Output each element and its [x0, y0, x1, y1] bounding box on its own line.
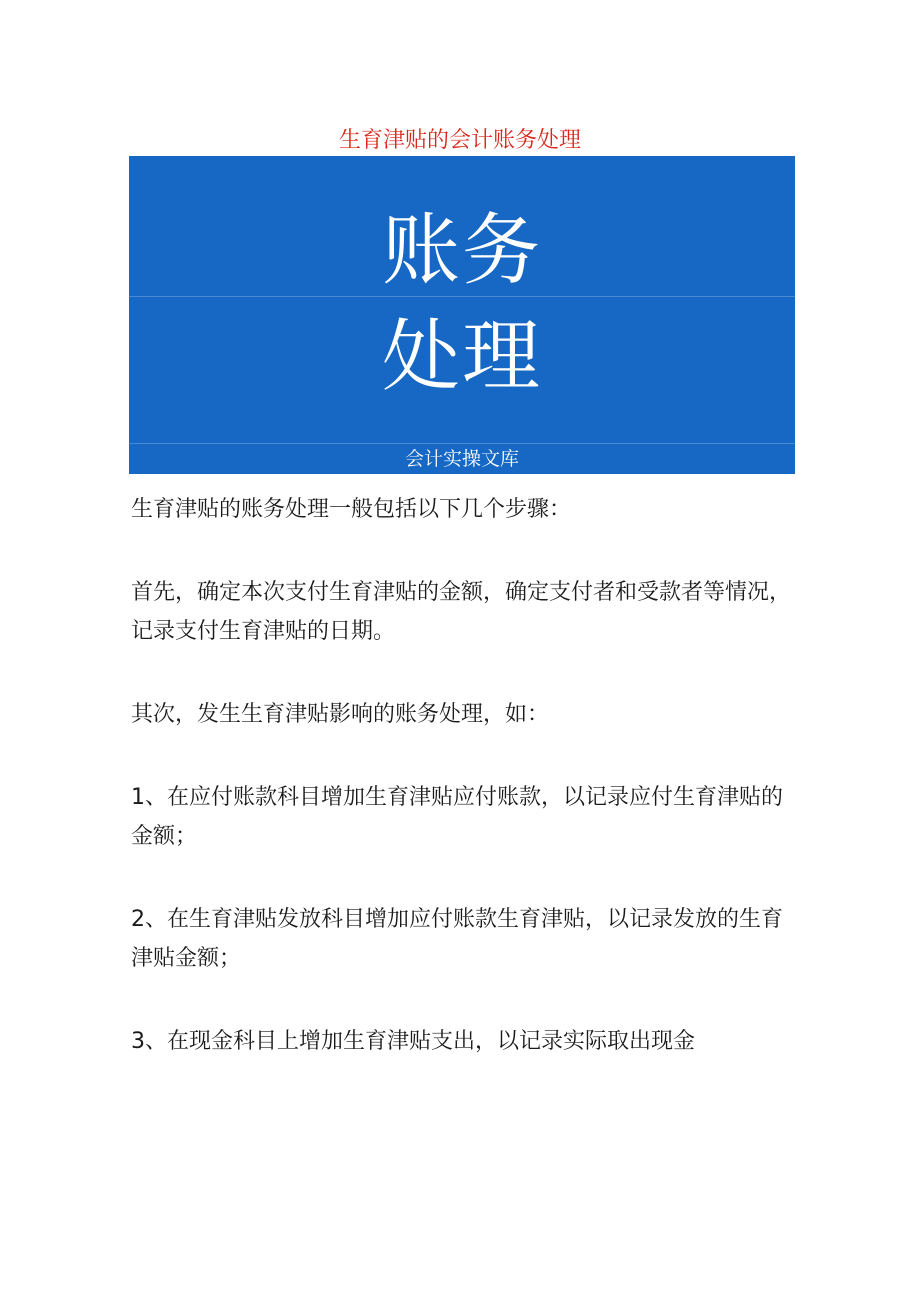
paragraph-intro: 生育津贴的账务处理一般包括以下几个步骤：: [131, 497, 572, 522]
banner-heading-line1: 账务: [381, 206, 542, 296]
banner-divider-bottom: [129, 443, 795, 444]
list-item-2: 2、在生育津贴发放科目增加应付账款生育津贴，以记录发放的生育津贴金额；: [131, 907, 783, 971]
list-item-1: 1、在应付账款科目增加生育津贴应付账款，以记录应付生育津贴的金额；: [131, 785, 783, 849]
banner-heading-line2: 处理: [381, 312, 542, 402]
banner-divider-top: [129, 296, 795, 297]
list-item-3: 3、在现金科目上增加生育津贴支出，以记录实际取出现金: [131, 1029, 695, 1054]
paragraph-first-step: 首先，确定本次支付生育津贴的金额，确定支付者和受款者等情况，记录支付生育津贴的日期。: [131, 580, 792, 644]
paragraph-second-step: 其次，发生生育津贴影响的账务处理，如：: [131, 702, 550, 727]
document-title: 生育津贴的会计账务处理: [338, 128, 581, 153]
document-body: [131, 490, 791, 1105]
banner-caption: 会计实操文库: [404, 448, 519, 470]
cover-banner: [129, 156, 795, 474]
